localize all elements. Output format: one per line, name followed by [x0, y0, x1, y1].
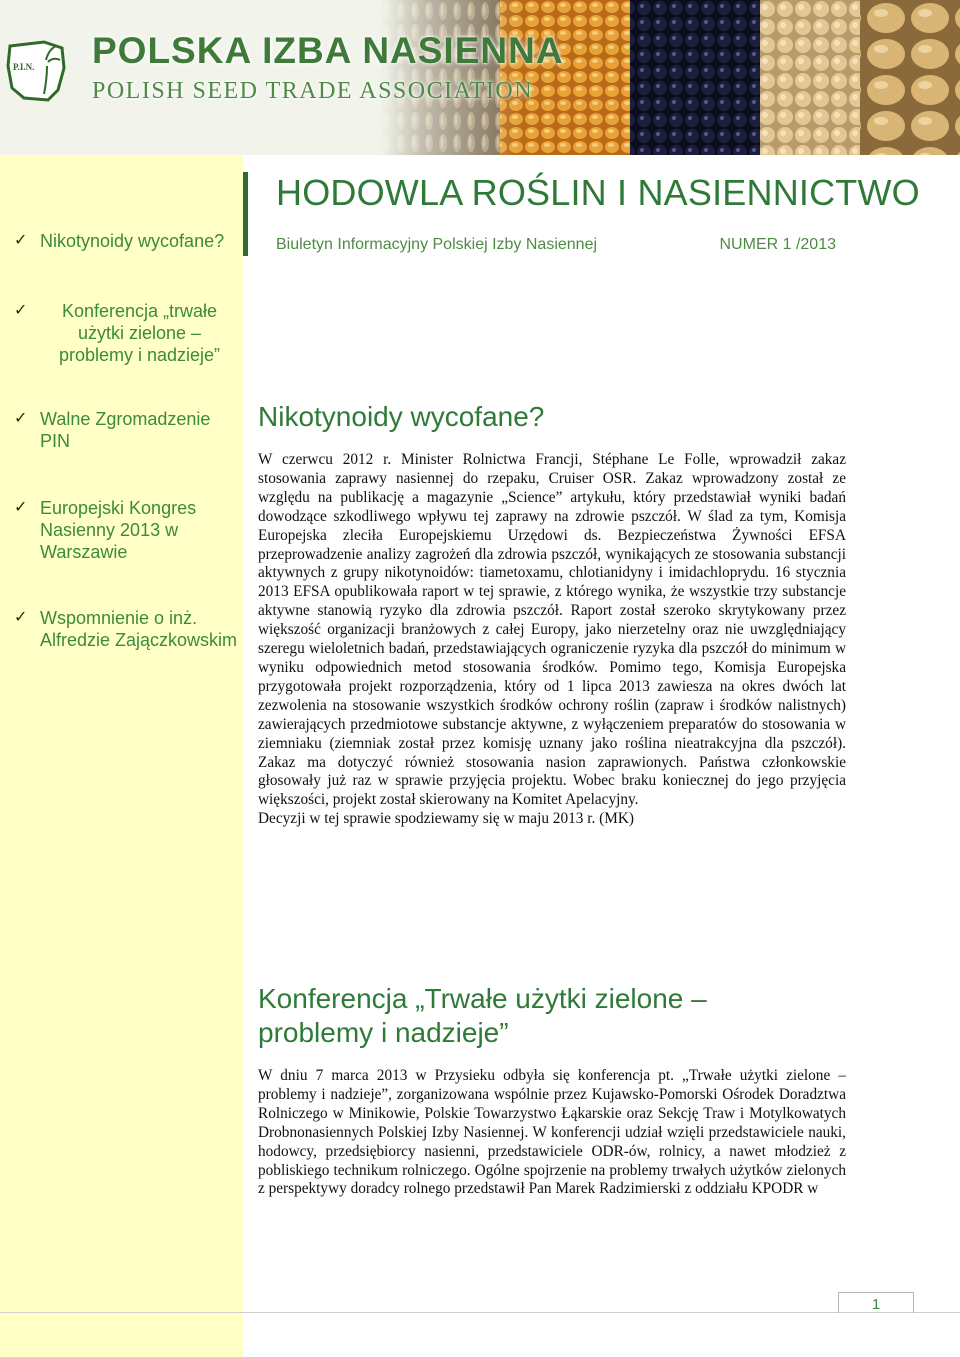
- checkmark-icon: ✓: [14, 609, 28, 626]
- toc-item-label: Nikotynoidy wycofane?: [40, 231, 225, 251]
- toc-item-nikotynoidy[interactable]: [14, 230, 239, 252]
- page-number: 1: [838, 1292, 914, 1313]
- footer-divider: [0, 1312, 960, 1313]
- toc-item-label: Konferencja „trwałe użytki zielone – problemy i nadzieje”: [58, 301, 221, 365]
- article-paragraph: W dniu 7 marca 2013 w Przysieku odbyła się konferencja pt. „Trwałe użytki zielone – problemy i nadzieje”, zorganizowana wspólnie przez Kujawsko-Pomorski Ośrodek Doradztwa Rolniczego w Minikowie, Polskie Towarzystwo Łąkarskie oraz Sekcję Traw i Motylkowatych Drobnonasiennych Polskiej Izby Nasiennej. W konferencji udział wzięli przedstawiciele nauki, hodowcy, przedsiębiorcy nasienni, przedstawiciele ODR-ów, rolnicy, a nawet młodzież z pobliskiego technikum rolniczego. Ogólne spojrzenie na problemy trwałych użytków zielonych z perspektywy doradcy rolnego przedstawił Pan Marek Radzimierski z oddziału KPODR w: [258, 1067, 846, 1198]
- brand-title: POLSKA IZBA NASIENNA: [92, 30, 564, 71]
- article-nikotynoidy-title: Nikotynoidy wycofane?: [258, 401, 545, 432]
- header-banner: [0, 0, 960, 155]
- pin-logo-icon: [4, 38, 68, 104]
- article-konferencja-title: Konferencja „Trwałe użytki zielone – problemy i nadzieje”: [258, 983, 707, 1048]
- bulletin-title: HODOWLA ROŚLIN I NASIENNICTWO: [276, 172, 920, 213]
- article-konferencja-body: [258, 1067, 846, 1199]
- bulletin-subtitle: Biuletyn Informacyjny Polskiej Izby Nasiennej: [276, 236, 598, 253]
- checkmark-icon: ✓: [14, 410, 28, 427]
- checkmark-icon: ✓: [14, 499, 28, 516]
- toc-item-konferencja[interactable]: [14, 300, 239, 366]
- toc-item-wspomnienie[interactable]: [14, 607, 239, 651]
- toc-item-label: Walne Zgromadzenie PIN: [40, 409, 211, 451]
- toc-item-kongres[interactable]: [14, 497, 239, 563]
- article-nikotynoidy-body: [258, 451, 846, 829]
- title-divider: [243, 172, 248, 256]
- brand-subtitle: POLISH SEED TRADE ASSOCIATION: [92, 78, 534, 104]
- checkmark-icon: ✓: [14, 232, 28, 249]
- logo-text: P.I.N.: [13, 62, 35, 72]
- checkmark-icon: ✓: [14, 302, 28, 319]
- article-paragraph: Decyzji w tej sprawie spodziewamy się w maju 2013 r. (MK): [258, 810, 634, 828]
- toc-item-label: Wspomnienie o inż. Alfredzie Zajączkowskim: [40, 608, 238, 650]
- article-paragraph: W czerwcu 2012 r. Minister Rolnictwa Francji, Stéphane Le Folle, wprowadził zakaz stosowania zaprawy nasiennej do rzepaku, Cruiser OSR. Zakaz wprowadzony został ze względu na publikację a magazynie „Science” artykułu, który przedstawiał wyniki badań dowodzące szkodliwego wpływu tej zaprawy na zdrowie pszczół. W ślad za tym, Komisja Europejska zleciła Europejskiemu Urzędowi ds. Bezpieczeństwa Żywności EFSA przeprowadzenie analizy zagrożeń dla zdrowia pszczół, wynikających ze stosowania substancji aktywnych z grupy nikotynoidów: tiametoxamu, chlotianidyny i imidachloprydu. 16 stycznia 2013 EFSA opublikowała raport w tej sprawie, z którego wynika, że wszystkie trzy substancje aktywne stanowią ryzyko dla zdrowia pszczół. Raport został szeroko skrytykowany przez większość organizacji branżowych z całej Europy, jako nierzetelny oraz nie uwzględniający szeregu wieloletnich badań, przedstawiających ograniczenie ryzyka dla pszczół do minimum w wyniku odpowiednich metod stosowania środków. Pomimo tego, Komisja Europejska przygotowała projekt rozporządzenia, który od 1 lipca 2013 zawiesza na okres dwóch lat zezwolenia na stosowanie wszystkich środków ochrony roślin (zapraw i środków nalistnych) zawierających przedmiotowe substancje aktywne, z wyłączeniem preparatów do stosowania w ziemniaku (ziemniak został przez komisję uznany jako roślina nieatrakcyjna dla pszczół). Zakaz ma dotyczyć również stosowania nasion zaprawionych. Państwa członkowskie głosowały już raz w sprawie przyjęcia projektu. Wobec braku koniecznej do jego przyjęcia większości, projekt został skierowany na Komitet Apelacyjny.: [258, 451, 846, 809]
- issue-number: NUMER 1 /2013: [719, 236, 836, 253]
- toc-item-walne-zgromadzenie[interactable]: [14, 408, 239, 452]
- toc-item-label: Europejski Kongres Nasienny 2013 w Warszawie: [40, 498, 197, 562]
